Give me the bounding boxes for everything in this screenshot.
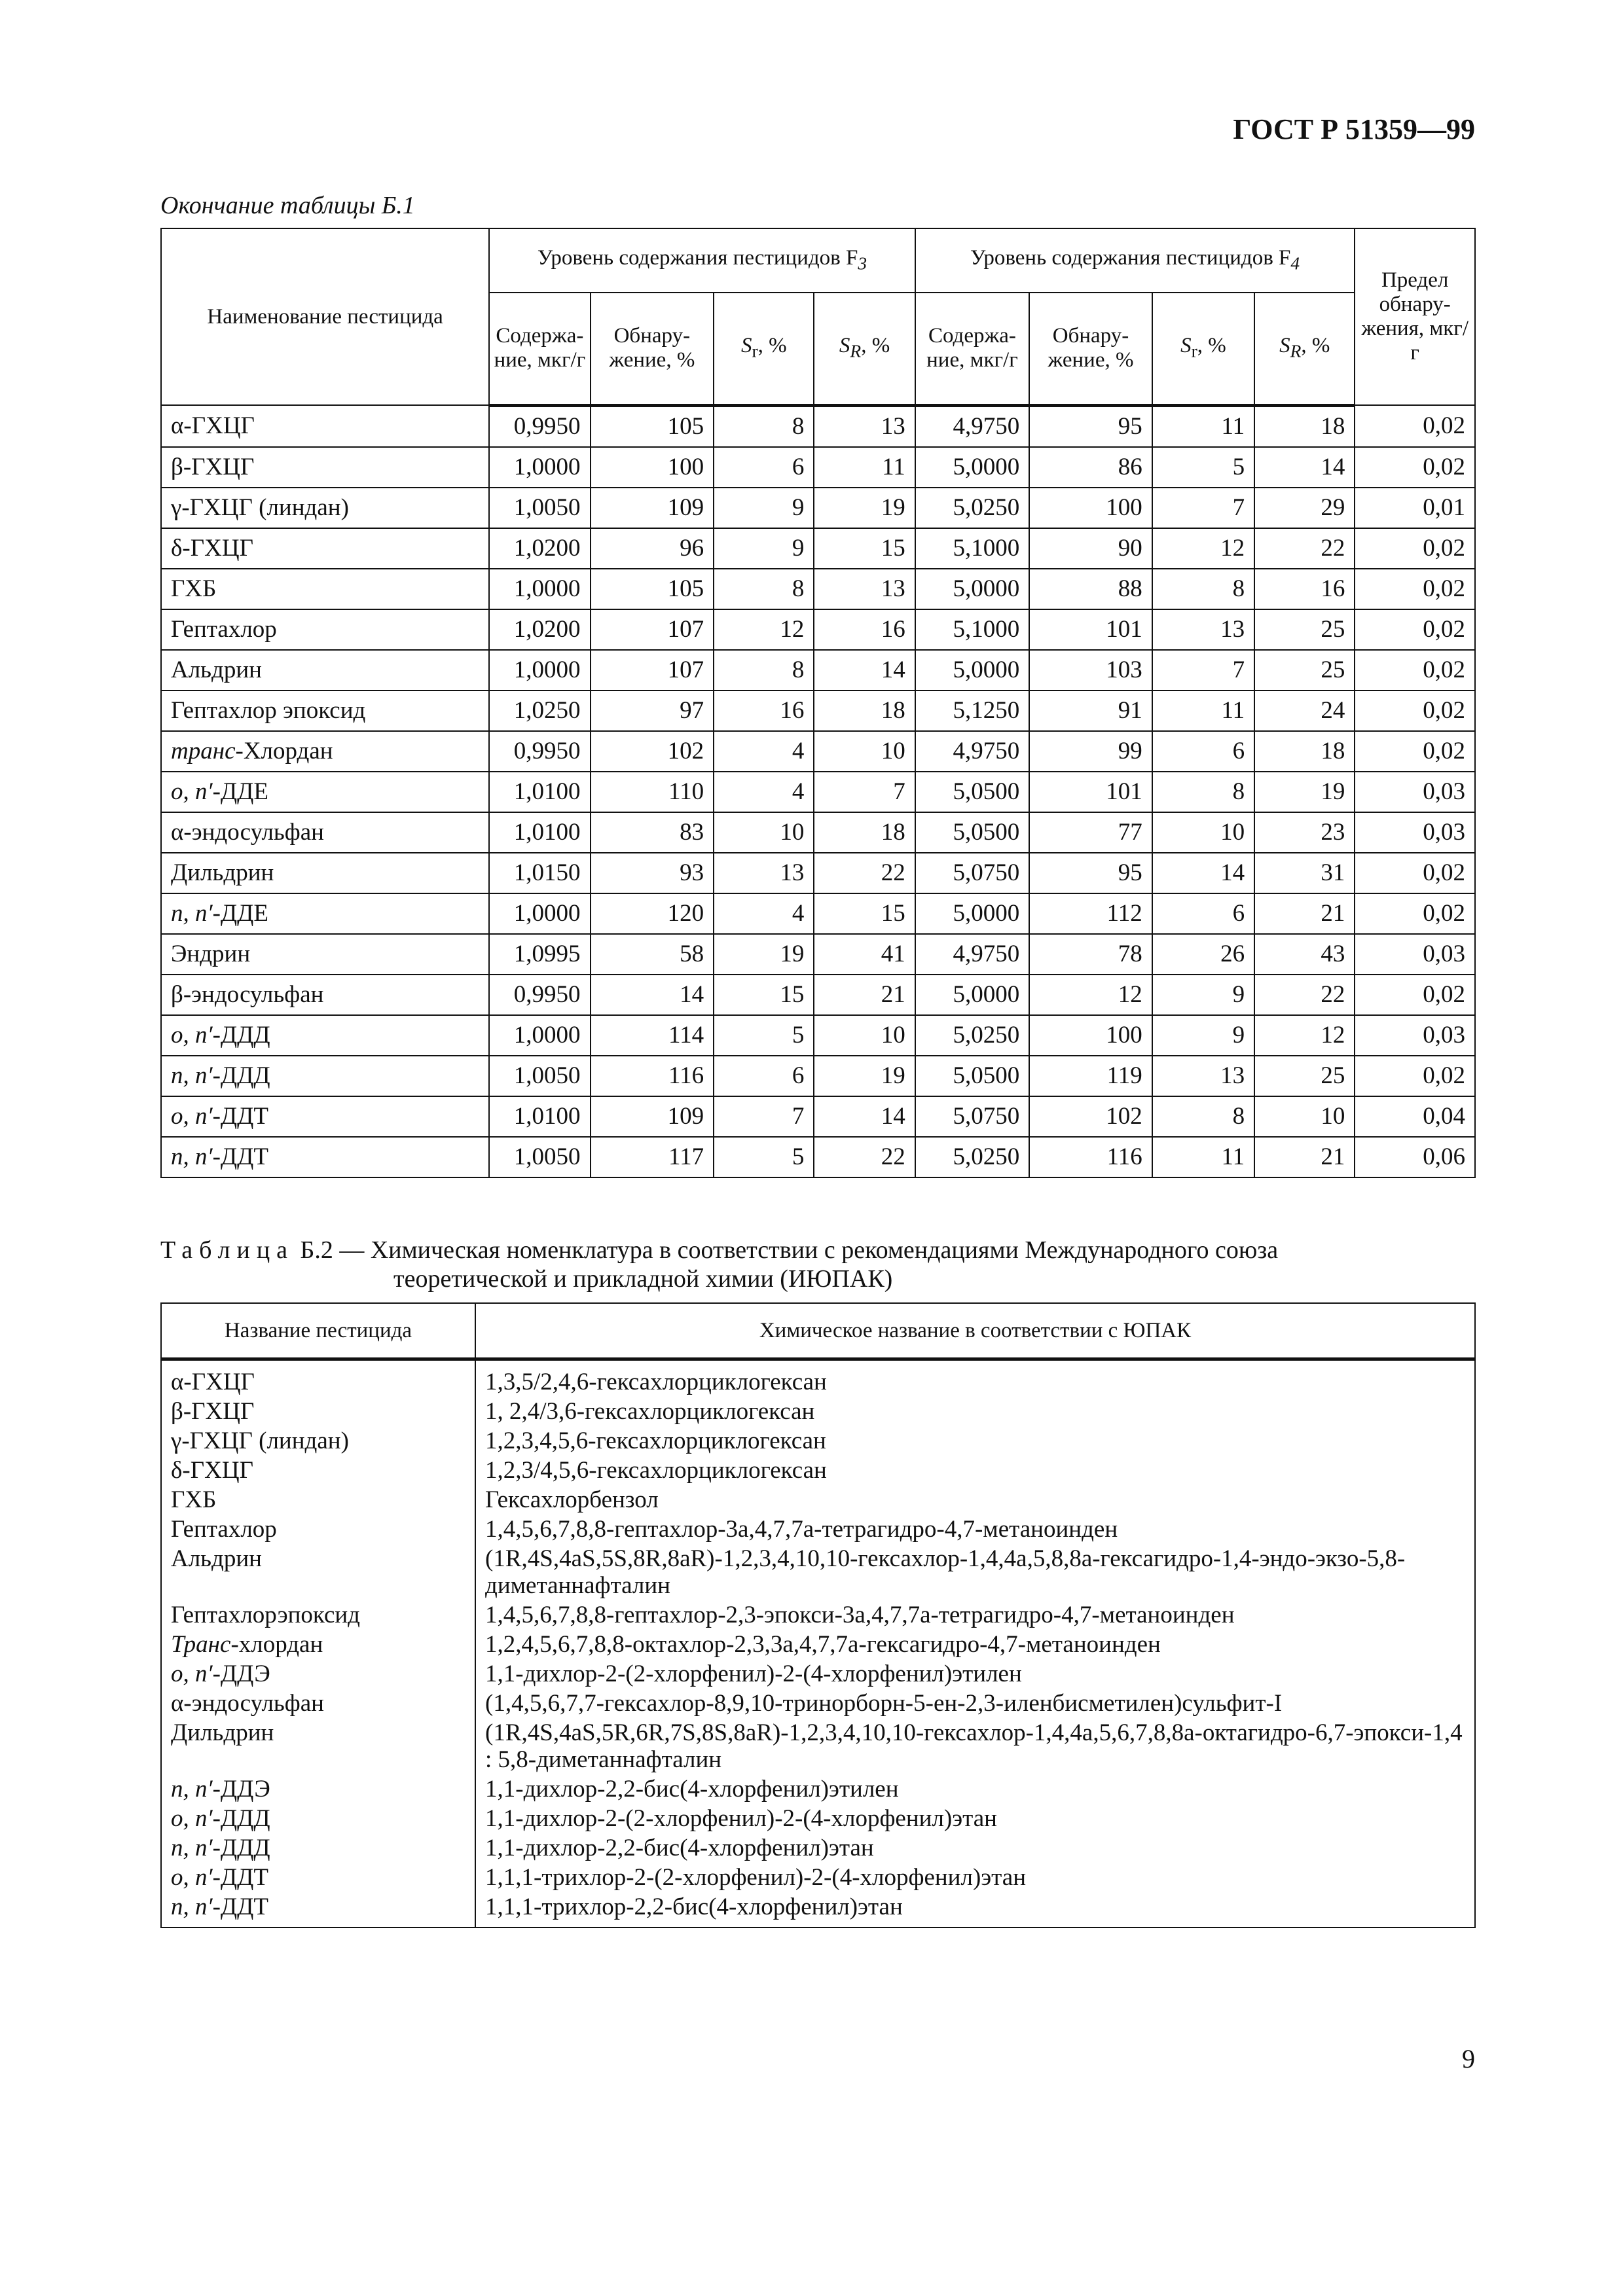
value-cell-d3: 100 [591,447,714,488]
table-row [161,1456,1475,1485]
value-cell-c3: 1,0050 [489,1056,590,1096]
value-cell-sr3: 12 [714,609,814,650]
value-cell-lim: 0,02 [1355,447,1475,488]
value-cell-c4: 5,0500 [915,1056,1029,1096]
value-cell-d3: 14 [591,975,714,1015]
value-cell-sr3: 19 [714,934,814,975]
value-cell-sR4: 14 [1254,447,1355,488]
value-cell-c4: 5,0000 [915,650,1029,691]
iupac-name-cell: 1,1-дихлор-2,2-бис(4-хлорфенил)этан [475,1833,1475,1863]
value-cell-d3: 58 [591,934,714,975]
value-cell-d3: 105 [591,405,714,447]
value-cell-d3: 120 [591,893,714,934]
table-row [161,934,1475,975]
value-cell-d3: 107 [591,609,714,650]
pesticide-name-cell: α-ГХЦГ [161,405,489,447]
col-header-sR-f3: $S_R$, % [814,293,915,405]
col-header-content-f4: Содержа-ние, мкг/г [915,293,1029,405]
value-cell-sr3: 4 [714,893,814,934]
value-cell-d4: 101 [1029,609,1152,650]
value-cell-c4: 5,0750 [915,1096,1029,1137]
pesticide-name-cell: δ-ГХЦГ [161,1456,475,1485]
value-cell-sr3: 8 [714,405,814,447]
value-cell-c4: 5,1000 [915,609,1029,650]
value-cell-sr4: 11 [1152,1137,1254,1177]
table-row [161,650,1475,691]
pesticide-name-cell: Альдрин [161,1544,475,1600]
pesticide-name-cell: п, п′-ДДТ [161,1892,475,1928]
col-header-iupac-name: Химическое название в соответствии с ЮПАК [475,1303,1475,1359]
value-cell-c3: 1,0000 [489,893,590,934]
pesticide-name-cell: Альдрин [161,650,489,691]
table-row [161,975,1475,1015]
iupac-name-cell: (1R,4S,4aS,5S,8R,8aR)-1,2,3,4,10,10-гексахлор-1,4,4a,5,8,8a-гексагидро-1,4-эндо-экзо-5,8-диметаннафталин [475,1544,1475,1600]
value-cell-sR4: 25 [1254,1056,1355,1096]
value-cell-sR3: 14 [814,1096,915,1137]
pesticide-name-cell: β-эндосульфан [161,975,489,1015]
value-cell-sR3: 15 [814,528,915,569]
table-row [161,731,1475,772]
iupac-name-cell: 1,1,1-трихлор-2-(2-хлорфенил)-2-(4-хлорфенил)этан [475,1863,1475,1892]
value-cell-c4: 5,0500 [915,772,1029,812]
table-row [161,893,1475,934]
value-cell-c4: 5,0250 [915,488,1029,528]
pesticide-name-cell: Дильдрин [161,1718,475,1774]
value-cell-d4: 119 [1029,1056,1152,1096]
value-cell-sR3: 22 [814,853,915,893]
iupac-name-cell: 1,4,5,6,7,8,8-гептахлор-3а,4,7,7а-тетрагидро-4,7-метаноинден [475,1515,1475,1544]
value-cell-d4: 102 [1029,1096,1152,1137]
pesticide-name-cell: α-эндосульфан [161,812,489,853]
value-cell-sr3: 13 [714,853,814,893]
value-cell-sR3: 21 [814,975,915,1015]
value-cell-c4: 4,9750 [915,731,1029,772]
col-header-level-f3: Уровень содержания пестицидов $F_3$ [489,228,915,293]
col-header-detection-f3: Обнару-жение, % [591,293,714,405]
value-cell-d4: 101 [1029,772,1152,812]
pesticide-name-cell: п, п′-ДДТ [161,1137,489,1177]
value-cell-c3: 1,0050 [489,1137,590,1177]
value-cell-sR3: 22 [814,1137,915,1177]
value-cell-lim: 0,03 [1355,1015,1475,1056]
pesticide-name-cell: δ-ГХЦГ [161,528,489,569]
pesticide-name-cell: п, п′-ДДЭ [161,1774,475,1804]
value-cell-sR3: 18 [814,691,915,731]
table-row [161,1137,1475,1177]
value-cell-lim: 0,02 [1355,731,1475,772]
pesticide-name-cell: ГХБ [161,569,489,609]
value-cell-sr3: 6 [714,1056,814,1096]
table-row [161,1515,1475,1544]
value-cell-lim: 0,02 [1355,975,1475,1015]
pesticide-name-cell: Транс-хлордан [161,1630,475,1659]
value-cell-sr4: 10 [1152,812,1254,853]
iupac-name-cell: 1,2,4,5,6,7,8,8-октахлор-2,3,3а,4,7,7а-гексагидро-4,7-метаноинден [475,1630,1475,1659]
value-cell-sR4: 18 [1254,731,1355,772]
value-cell-c3: 1,0200 [489,528,590,569]
pesticide-name-cell: Гептахлорэпоксид [161,1600,475,1630]
value-cell-sR3: 7 [814,772,915,812]
value-cell-sr3: 6 [714,447,814,488]
value-cell-lim: 0,01 [1355,488,1475,528]
value-cell-c4: 5,0500 [915,812,1029,853]
pesticide-name-cell: о, п′-ДДД [161,1015,489,1056]
pesticide-name-cell: ГХБ [161,1485,475,1515]
value-cell-sR4: 25 [1254,609,1355,650]
value-cell-sr4: 5 [1152,447,1254,488]
value-cell-d3: 109 [591,488,714,528]
value-cell-sr3: 8 [714,650,814,691]
col-header-level-f4: Уровень содержания пестицидов $F_4$ [915,228,1355,293]
value-cell-d4: 95 [1029,853,1152,893]
value-cell-sr3: 4 [714,772,814,812]
value-cell-sR3: 13 [814,405,915,447]
table-row [161,691,1475,731]
pesticide-name-cell: о, п′-ДДТ [161,1863,475,1892]
table-row [161,447,1475,488]
value-cell-c3: 1,0050 [489,488,590,528]
value-cell-c3: 1,0150 [489,853,590,893]
value-cell-sr3: 15 [714,975,814,1015]
pesticide-name-cell: Эндрин [161,934,489,975]
value-cell-lim: 0,03 [1355,772,1475,812]
value-cell-c4: 5,0000 [915,893,1029,934]
value-cell-sR4: 16 [1254,569,1355,609]
value-cell-sr3: 9 [714,488,814,528]
value-cell-d3: 102 [591,731,714,772]
value-cell-lim: 0,02 [1355,650,1475,691]
table-row [161,488,1475,528]
col-header-name: Наименование пестицида [161,228,489,405]
table-row [161,1718,1475,1774]
value-cell-d3: 114 [591,1015,714,1056]
value-cell-c4: 5,1250 [915,691,1029,731]
value-cell-sr4: 11 [1152,405,1254,447]
value-cell-d3: 97 [591,691,714,731]
value-cell-sR4: 24 [1254,691,1355,731]
value-cell-sr3: 5 [714,1015,814,1056]
table-row [161,772,1475,812]
iupac-name-cell: 1,1-дихлор-2-(2-хлорфенил)-2-(4-хлорфенил)этилен [475,1659,1475,1689]
value-cell-c3: 1,0000 [489,1015,590,1056]
pesticide-name-cell: о, п′-ДДД [161,1804,475,1833]
value-cell-c3: 1,0000 [489,650,590,691]
value-cell-c3: 1,0000 [489,447,590,488]
table-row [161,1096,1475,1137]
pesticide-name-cell: Дильдрин [161,853,489,893]
value-cell-d3: 83 [591,812,714,853]
value-cell-d4: 91 [1029,691,1152,731]
value-cell-sR3: 15 [814,893,915,934]
value-cell-sr4: 9 [1152,975,1254,1015]
value-cell-sR4: 18 [1254,405,1355,447]
value-cell-d3: 109 [591,1096,714,1137]
value-cell-sR3: 19 [814,1056,915,1096]
value-cell-c3: 0,9950 [489,405,590,447]
iupac-name-cell: 1,1-дихлор-2,2-бис(4-хлорфенил)этилен [475,1774,1475,1804]
value-cell-d4: 88 [1029,569,1152,609]
value-cell-sR4: 21 [1254,893,1355,934]
table-row [161,609,1475,650]
table-row [161,1426,1475,1456]
value-cell-sR4: 31 [1254,853,1355,893]
col-header-sr-f3: $S_r$, % [714,293,814,405]
value-cell-c3: 1,0100 [489,1096,590,1137]
table-row [161,1659,1475,1689]
value-cell-sr4: 6 [1152,731,1254,772]
pesticide-name-cell: γ-ГХЦГ (линдан) [161,488,489,528]
pesticide-name-cell: о, п′-ДДЭ [161,1659,475,1689]
value-cell-sR3: 13 [814,569,915,609]
value-cell-c3: 1,0000 [489,569,590,609]
col-header-detection-f4: Обнару-жение, % [1029,293,1152,405]
value-cell-d4: 99 [1029,731,1152,772]
value-cell-lim: 0,03 [1355,812,1475,853]
value-cell-sR3: 16 [814,609,915,650]
value-cell-sr4: 7 [1152,650,1254,691]
value-cell-d3: 117 [591,1137,714,1177]
value-cell-sr4: 8 [1152,569,1254,609]
page-number: 9 [1462,2044,1475,2073]
table2-caption: Таблица Б.2 — Химическая номенклатура в соответствии с рекомендациями Международного союза теоретической и прикладной химии (ИЮПАК) [160,1236,1279,1293]
iupac-name-cell: 1,2,3/4,5,6-гексахлорциклогексан [475,1456,1475,1485]
value-cell-d4: 100 [1029,488,1152,528]
iupac-name-cell: 1,2,3,4,5,6-гексахлорциклогексан [475,1426,1475,1456]
value-cell-lim: 0,06 [1355,1137,1475,1177]
value-cell-lim: 0,04 [1355,1096,1475,1137]
value-cell-c3: 0,9950 [489,731,590,772]
col-header-sR-f4: $S_R$, % [1254,293,1355,405]
value-cell-c3: 0,9950 [489,975,590,1015]
col-header-content-f3: Содержа-ние, мкг/г [489,293,590,405]
value-cell-d3: 96 [591,528,714,569]
table-row [161,1056,1475,1096]
value-cell-lim: 0,02 [1355,893,1475,934]
value-cell-sR4: 23 [1254,812,1355,853]
pesticide-name-cell: п, п′-ДДД [161,1056,489,1096]
col-header-sr-f4: $S_r$, % [1152,293,1254,405]
pesticide-name-cell: транс-Хлордан [161,731,489,772]
pesticide-name-cell: о, п′-ДДТ [161,1096,489,1137]
value-cell-lim: 0,03 [1355,934,1475,975]
value-cell-c3: 1,0100 [489,772,590,812]
value-cell-c4: 5,0000 [915,447,1029,488]
value-cell-sR4: 21 [1254,1137,1355,1177]
value-cell-sr4: 8 [1152,772,1254,812]
iupac-name-cell: Гексахлорбензол [475,1485,1475,1515]
value-cell-lim: 0,02 [1355,691,1475,731]
value-cell-lim: 0,02 [1355,1056,1475,1096]
value-cell-d4: 86 [1029,447,1152,488]
table-b1-end [160,228,1476,1178]
table-row [161,1689,1475,1718]
value-cell-sr4: 7 [1152,488,1254,528]
col-header-limit: Предел обнару-жения, мкг/г [1355,228,1475,405]
value-cell-sR4: 25 [1254,650,1355,691]
value-cell-sR3: 10 [814,731,915,772]
value-cell-sr3: 8 [714,569,814,609]
value-cell-d3: 116 [591,1056,714,1096]
value-cell-sr4: 13 [1152,1056,1254,1096]
value-cell-sR4: 10 [1254,1096,1355,1137]
value-cell-c3: 1,0100 [489,812,590,853]
value-cell-sR4: 22 [1254,528,1355,569]
iupac-name-cell: (1,4,5,6,7,7-гексахлор-8,9,10-тринорборн-5-ен-2,3-иленбисметилен)сульфит-I [475,1689,1475,1718]
value-cell-d3: 93 [591,853,714,893]
value-cell-sr3: 5 [714,1137,814,1177]
value-cell-sr3: 10 [714,812,814,853]
value-cell-c4: 5,0750 [915,853,1029,893]
table-row [161,1600,1475,1630]
value-cell-sr4: 8 [1152,1096,1254,1137]
table-row [161,1485,1475,1515]
value-cell-sr3: 4 [714,731,814,772]
pesticide-name-cell: α-ГХЦГ [161,1359,475,1397]
value-cell-sr3: 9 [714,528,814,569]
value-cell-c4: 5,0000 [915,569,1029,609]
table-row [161,1863,1475,1892]
pesticide-name-cell: β-ГХЦГ [161,1397,475,1426]
value-cell-lim: 0,02 [1355,528,1475,569]
value-cell-lim: 0,02 [1355,405,1475,447]
value-cell-d4: 116 [1029,1137,1152,1177]
table-row [161,1359,1475,1397]
value-cell-c4: 5,0250 [915,1137,1029,1177]
value-cell-sR4: 19 [1254,772,1355,812]
pesticide-name-cell: п, п′-ДДЕ [161,893,489,934]
value-cell-sr4: 9 [1152,1015,1254,1056]
value-cell-sR4: 29 [1254,488,1355,528]
pesticide-name-cell: α-эндосульфан [161,1689,475,1718]
table-row [161,528,1475,569]
value-cell-d4: 90 [1029,528,1152,569]
value-cell-d4: 112 [1029,893,1152,934]
value-cell-sR3: 41 [814,934,915,975]
table-row [161,1833,1475,1863]
value-cell-c3: 1,0995 [489,934,590,975]
value-cell-sR3: 19 [814,488,915,528]
value-cell-c4: 4,9750 [915,934,1029,975]
value-cell-d4: 77 [1029,812,1152,853]
value-cell-c4: 5,0000 [915,975,1029,1015]
table-row [161,569,1475,609]
value-cell-d4: 100 [1029,1015,1152,1056]
value-cell-c4: 4,9750 [915,405,1029,447]
value-cell-lim: 0,02 [1355,609,1475,650]
value-cell-d3: 105 [591,569,714,609]
value-cell-d4: 103 [1029,650,1152,691]
table-row [161,1544,1475,1600]
document-header: ГОСТ Р 51359—99 [1233,113,1475,145]
iupac-name-cell: 1,1-дихлор-2-(2-хлорфенил)-2-(4-хлорфенил)этан [475,1804,1475,1833]
pesticide-name-cell: Гептахлор эпоксид [161,691,489,731]
iupac-name-cell: (1R,4S,4aS,5R,6R,7S,8S,8aR)-1,2,3,4,10,10-гексахлор-1,4,4a,5,6,7,8,8a-октагидро-6,7-эпокси-1,4 : 5,8-диметаннафталин [475,1718,1475,1774]
value-cell-sr4: 6 [1152,893,1254,934]
table-row [161,1774,1475,1804]
value-cell-sR3: 18 [814,812,915,853]
pesticide-name-cell: Гептахлор [161,609,489,650]
pesticide-name-cell: β-ГХЦГ [161,447,489,488]
table-row [161,1015,1475,1056]
value-cell-sr3: 7 [714,1096,814,1137]
value-cell-lim: 0,02 [1355,853,1475,893]
value-cell-sr4: 13 [1152,609,1254,650]
table-row [161,853,1475,893]
value-cell-sR4: 22 [1254,975,1355,1015]
value-cell-sR4: 12 [1254,1015,1355,1056]
value-cell-sr3: 16 [714,691,814,731]
value-cell-d3: 107 [591,650,714,691]
table-row [161,405,1475,447]
pesticide-name-cell: γ-ГХЦГ (линдан) [161,1426,475,1456]
iupac-name-cell: 1,1,1-трихлор-2,2-бис(4-хлорфенил)этан [475,1892,1475,1928]
value-cell-d3: 110 [591,772,714,812]
value-cell-d4: 95 [1029,405,1152,447]
value-cell-sr4: 26 [1152,934,1254,975]
table-b2-nomenclature [160,1302,1476,1928]
value-cell-d4: 12 [1029,975,1152,1015]
col-header-pesticide-name: Название пестицида [161,1303,475,1359]
iupac-name-cell: 1,3,5/2,4,6-гексахлорциклогексан [475,1359,1475,1397]
value-cell-c3: 1,0250 [489,691,590,731]
value-cell-sr4: 11 [1152,691,1254,731]
value-cell-sr4: 12 [1152,528,1254,569]
value-cell-sR3: 11 [814,447,915,488]
pesticide-name-cell: п, п′-ДДД [161,1833,475,1863]
value-cell-c3: 1,0200 [489,609,590,650]
value-cell-c4: 5,1000 [915,528,1029,569]
iupac-name-cell: 1,4,5,6,7,8,8-гептахлор-2,3-эпокси-3а,4,7,7а-тетрагидро-4,7-метаноинден [475,1600,1475,1630]
pesticide-name-cell: Гептахлор [161,1515,475,1544]
value-cell-d4: 78 [1029,934,1152,975]
value-cell-sR4: 43 [1254,934,1355,975]
table-row [161,1892,1475,1928]
pesticide-name-cell: о, п′-ДДЕ [161,772,489,812]
value-cell-c4: 5,0250 [915,1015,1029,1056]
table-row [161,1630,1475,1659]
value-cell-sr4: 14 [1152,853,1254,893]
table1-caption: Окончание таблицы Б.1 [160,192,415,219]
table-row [161,1397,1475,1426]
iupac-name-cell: 1, 2,4/3,6-гексахлорциклогексан [475,1397,1475,1426]
table-row [161,1804,1475,1833]
value-cell-sR3: 14 [814,650,915,691]
value-cell-lim: 0,02 [1355,569,1475,609]
value-cell-sR3: 10 [814,1015,915,1056]
table-row [161,812,1475,853]
